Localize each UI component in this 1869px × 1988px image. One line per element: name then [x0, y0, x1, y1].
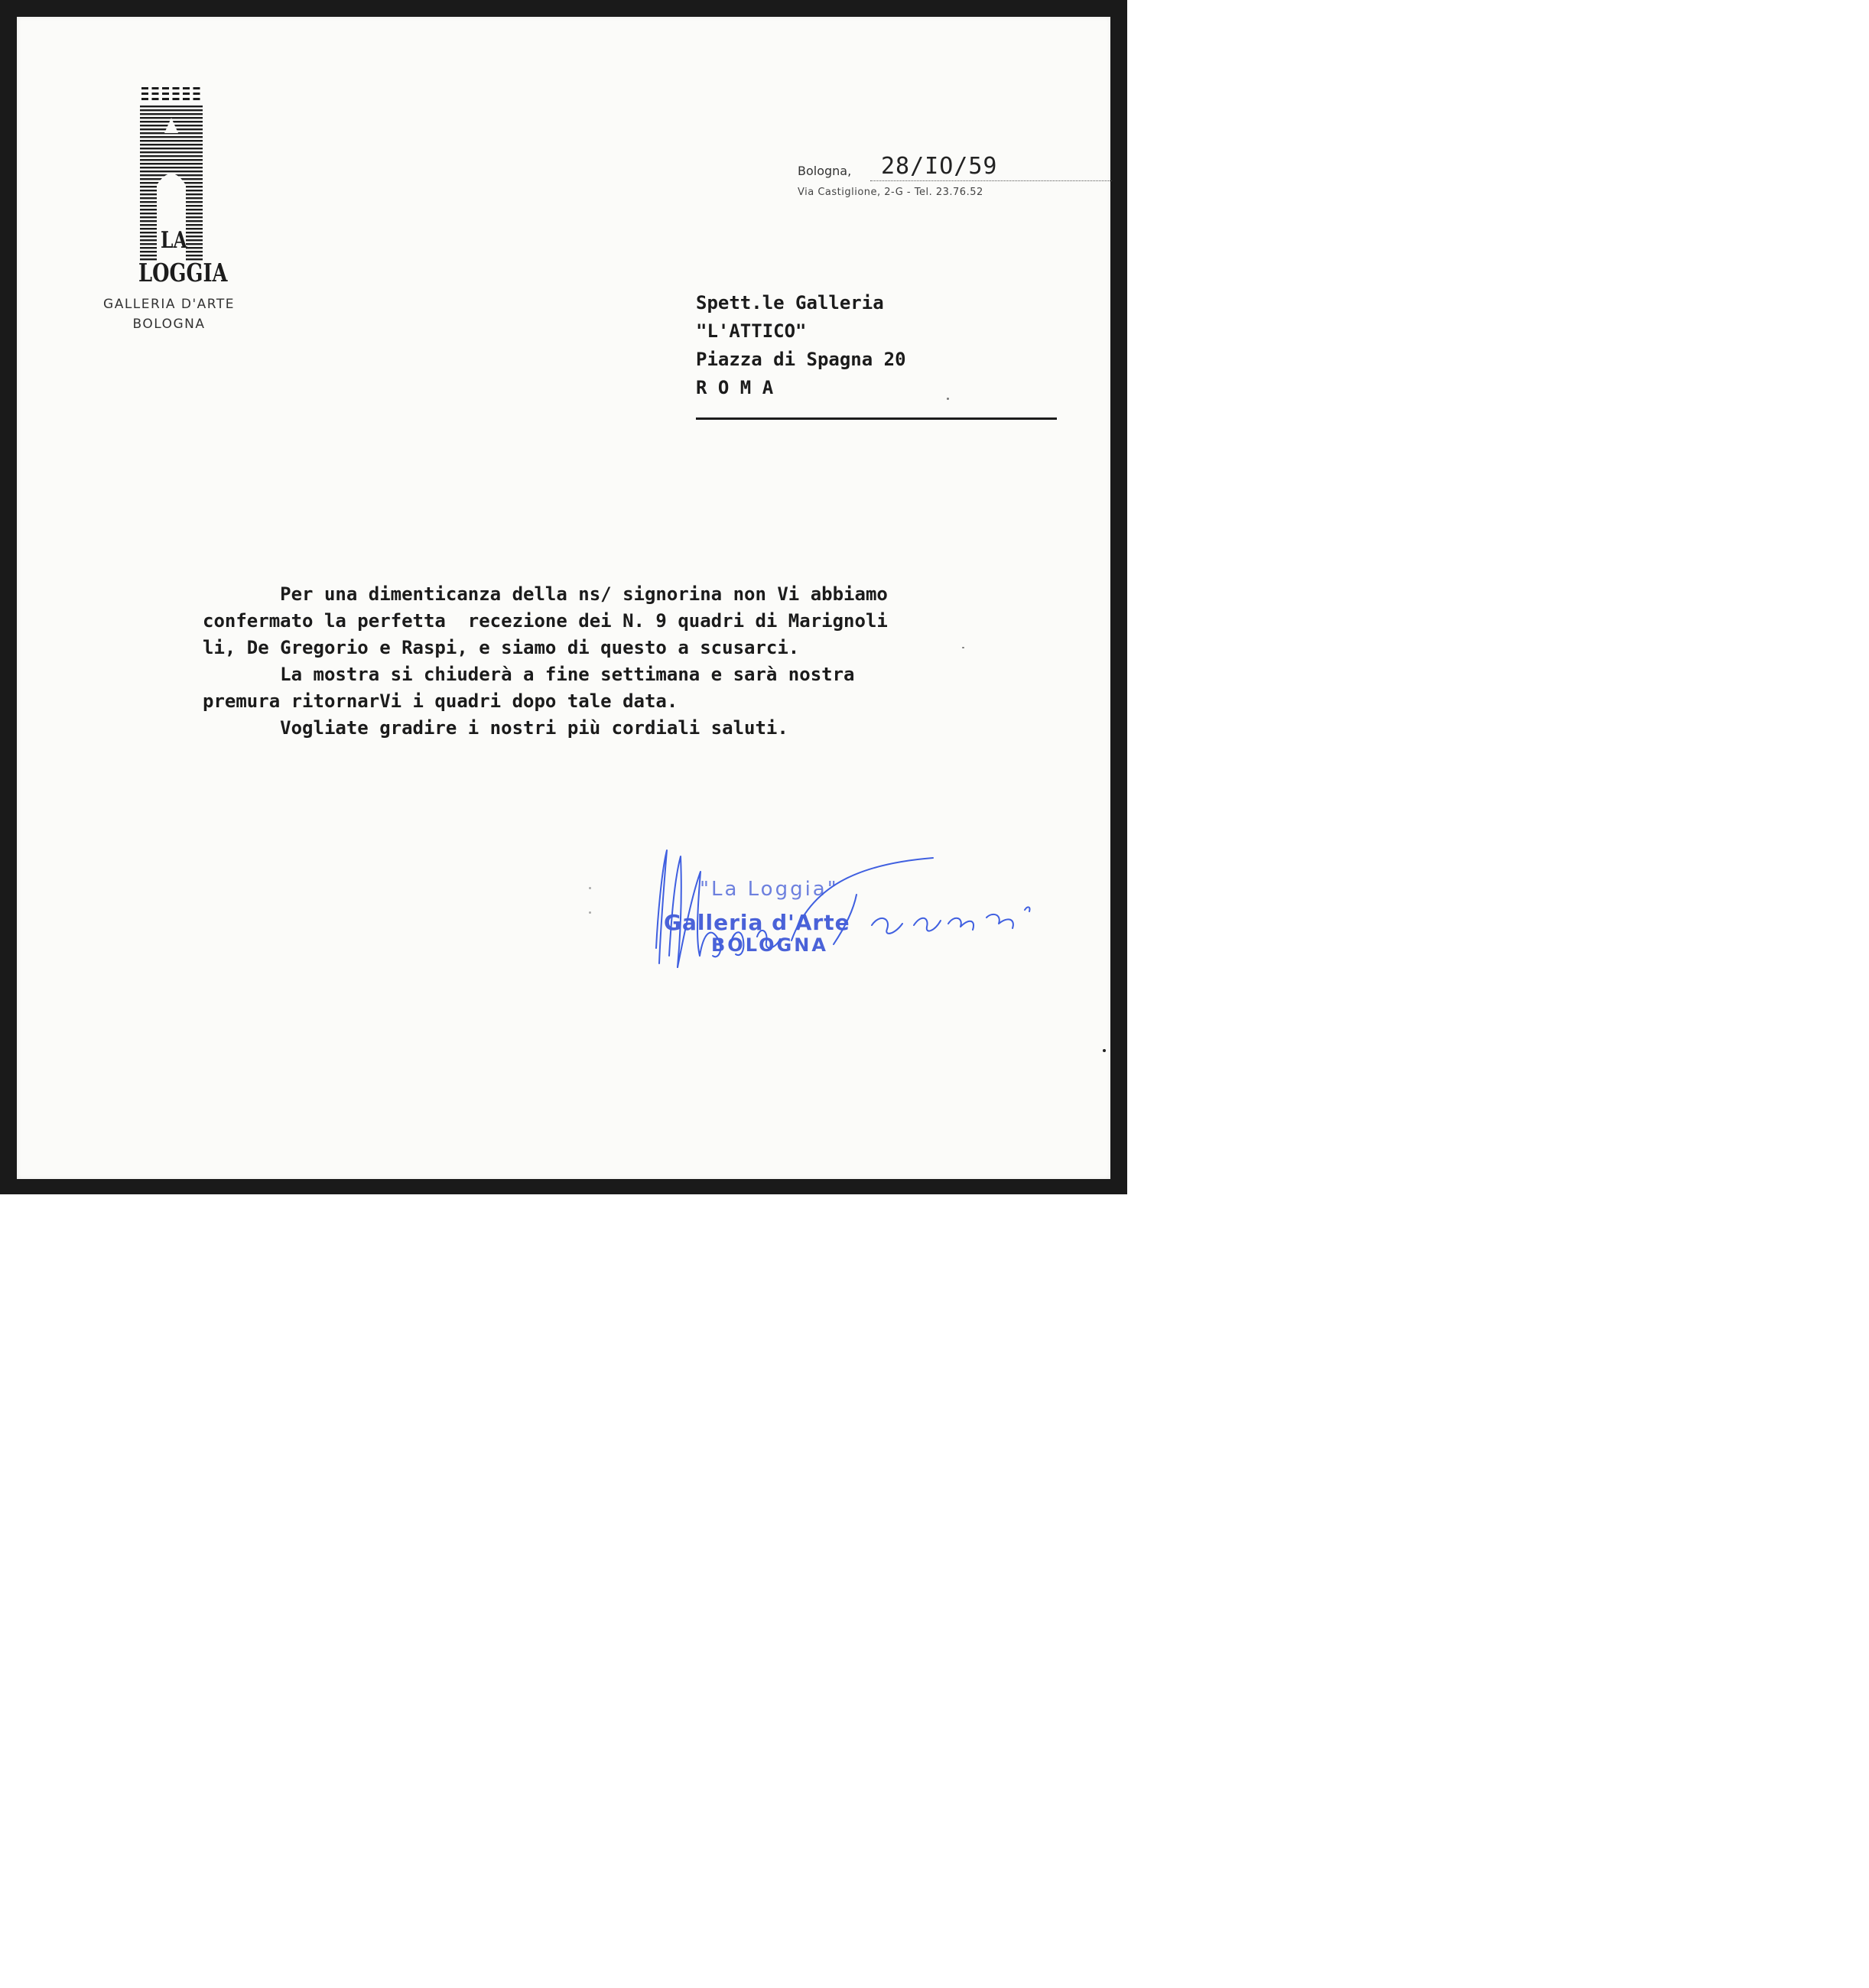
logo-stripe	[140, 106, 203, 107]
logo-stripe	[141, 93, 148, 95]
logo-stripe	[140, 144, 203, 145]
logo-stripe	[193, 98, 200, 100]
logo-stripe	[162, 87, 169, 89]
logo-stripe	[141, 87, 148, 89]
body-line: La mostra si chiuderà a fine settimana e sarà nostra	[203, 664, 855, 685]
logo-stripe	[152, 93, 159, 95]
recipient-line: R O M A	[696, 377, 774, 398]
body-line: confermato la perfetta recezione dei N. 9 quadri di Marignoli	[203, 610, 888, 632]
logo-stripe	[162, 98, 169, 100]
logo-stripe	[152, 87, 159, 89]
letter-date: 28/IO/59	[881, 153, 998, 180]
logo-stripe	[193, 87, 200, 89]
scan-speck	[962, 647, 964, 648]
scan-speck	[589, 887, 591, 889]
logo-stripe	[152, 98, 159, 100]
scan-speck	[589, 911, 591, 914]
recipient-line: "L'ATTICO"	[696, 320, 807, 342]
scan-speck	[1103, 1049, 1106, 1052]
letter-body	[203, 581, 888, 742]
logo-stripe	[183, 87, 190, 89]
sender-address: Via Castiglione, 2-G - Tel. 23.76.52	[798, 187, 983, 198]
stamp-line-name: "La Loggia"	[700, 878, 839, 901]
recipient-underline	[696, 417, 1057, 420]
body-line: premura ritornarVi i quadri dopo tale data.	[203, 690, 678, 712]
logo-stripe	[140, 171, 203, 172]
logo-stripe	[140, 136, 203, 138]
recipient-address	[696, 289, 906, 402]
stamp-line-city: BOLOGNA	[711, 934, 828, 956]
body-line: li, De Gregorio e Raspi, e siamo di questo a scusarci.	[203, 637, 800, 658]
body-line: Per una dimenticanza della ns/ signorina non Vi abbiamo	[203, 583, 888, 605]
letterhead-city: BOLOGNA	[132, 317, 206, 332]
body-line: Vogliate gradire i nostri più cordiali saluti.	[203, 717, 788, 739]
logo-stripe	[140, 167, 203, 168]
brand-name-la: LA	[161, 227, 187, 254]
logo-stripe	[140, 140, 203, 141]
handwritten-signature	[627, 841, 1040, 979]
logo-stripe	[173, 98, 180, 100]
recipient-line: Spett.le Galleria	[696, 292, 884, 313]
logo-stripe	[141, 98, 148, 100]
date-dotted-rule	[870, 180, 1112, 181]
logo-stripe	[162, 93, 169, 95]
logo-stripe	[140, 148, 203, 149]
scan-speck	[947, 398, 949, 400]
recipient-line: Piazza di Spagna 20	[696, 349, 906, 370]
stamp-line-gallery: Galleria d'Arte	[664, 910, 850, 935]
letterhead-subtitle: GALLERIA D'ARTE	[103, 297, 235, 312]
logo-stripe	[140, 155, 203, 157]
logo-stripe	[173, 87, 180, 89]
logo-stripe	[183, 93, 190, 95]
logo-stripe	[140, 151, 203, 153]
logo-stripe	[140, 109, 203, 111]
dateline-city: Bologna,	[798, 164, 852, 178]
logo-stripe	[183, 98, 190, 100]
brand-name-loggia: LOGGIA	[138, 258, 228, 287]
logo-stripe	[173, 93, 180, 95]
logo-stripe	[140, 159, 203, 161]
logo-stripe	[140, 113, 203, 115]
logo-stripe	[193, 93, 200, 95]
logo-stripe	[140, 163, 203, 164]
